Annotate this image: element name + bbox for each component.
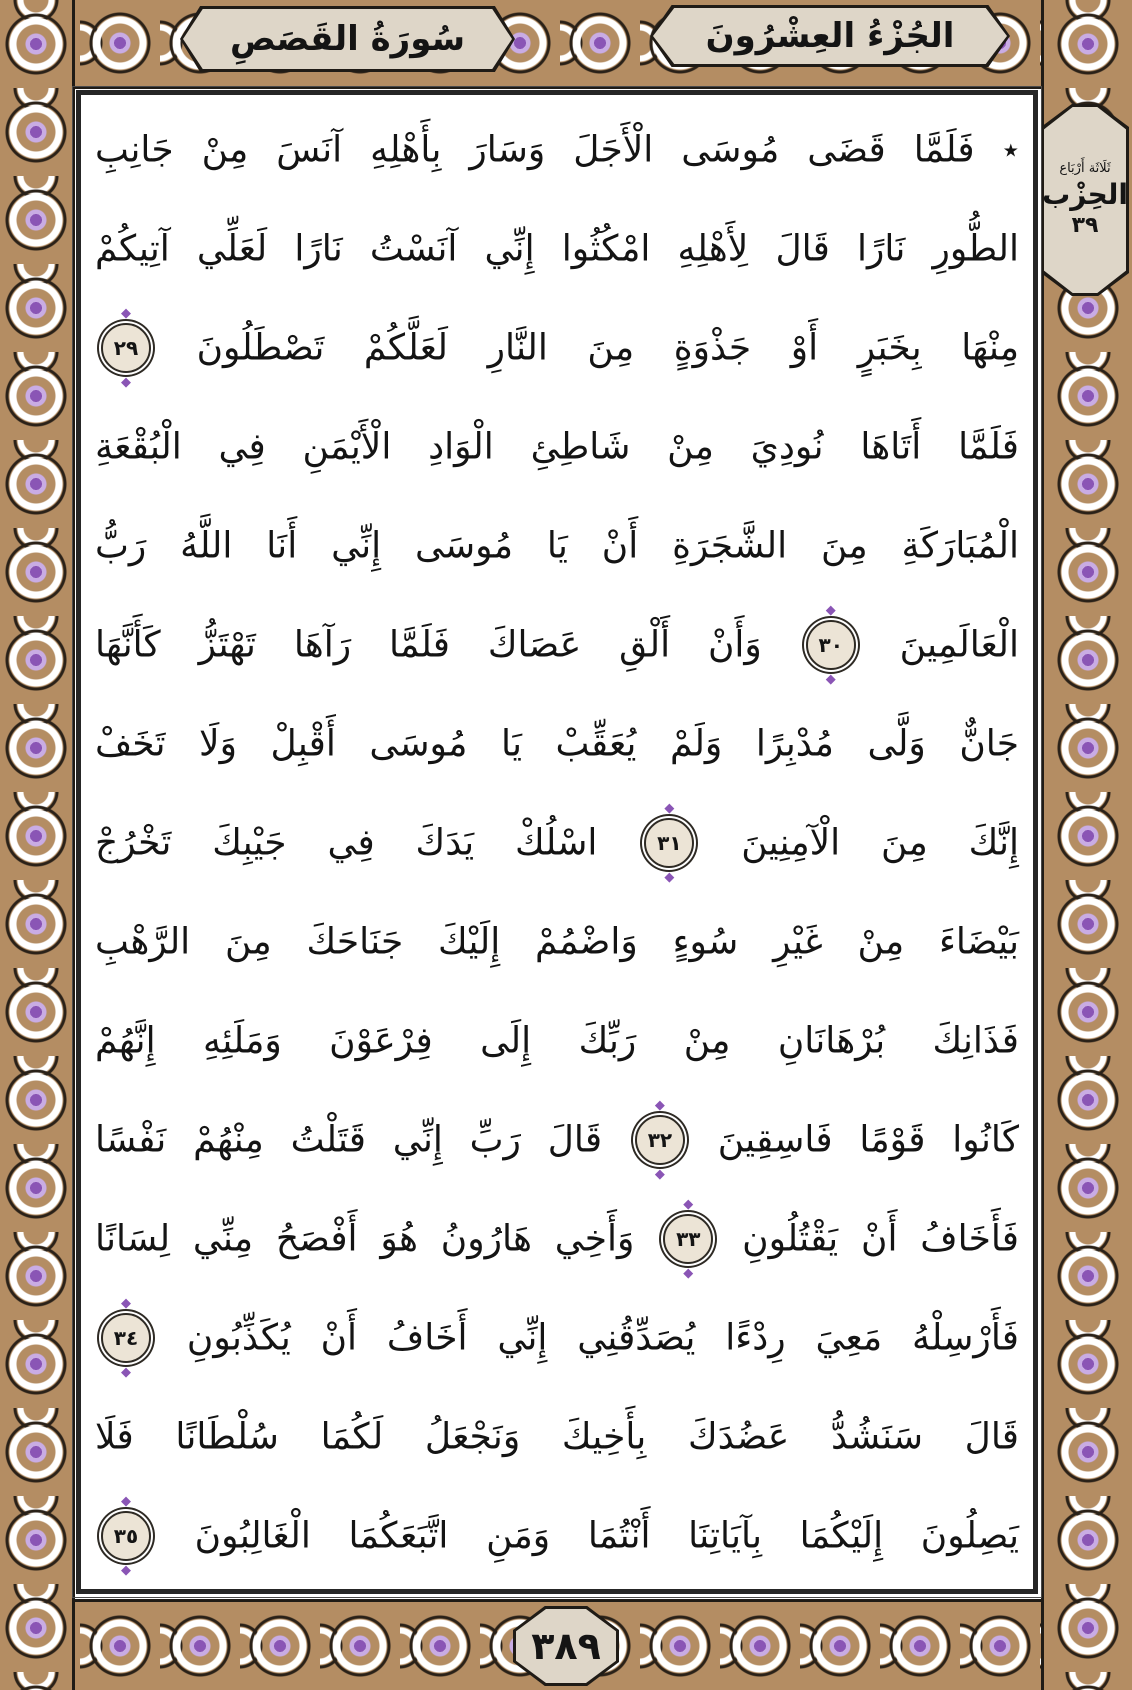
ayah-text: كَانُوا قَوْمًا فَاسِقِينَ — [717, 1119, 1019, 1161]
ayah-text: فَأَخَافُ أَنْ يَقْتُلُونِ — [742, 1218, 1020, 1260]
ayah-number: ◆ ٣٤ — [113, 1326, 139, 1350]
quran-lines — [81, 95, 1033, 1589]
ayah-number-marker — [663, 1214, 713, 1264]
ayah-text: وَأَنْ أَلْقِ عَصَاكَ فَلَمَّا رَآهَا تَهْتَزُّ كَأَنَّهَا — [95, 624, 762, 666]
ayah-number-marker — [635, 1115, 685, 1165]
hizb-marker-cartouche — [1041, 104, 1129, 296]
rub-el-hizb-star-icon: ٭ — [1002, 132, 1020, 168]
quran-line — [95, 594, 1019, 693]
ayah-text: فَذَانِكَ بُرْهَانَانِ مِنْ رَبِّكَ إِلَى فِرْعَوْنَ وَمَلَئِهِ إِنَّهُمْ — [95, 1020, 1019, 1062]
ayah-text: قَالَ سَنَشُدُّ عَضُدَكَ بِأَخِيكَ وَنَجْعَلُ لَكُمَا سُلْطَانًا فَلَا — [95, 1416, 1019, 1458]
ayah-text: فَأَرْسِلْهُ مَعِيَ رِدْءًا يُصَدِّقُنِي إِنِّي أَخَافُ أَنْ يُكَذِّبُونِ — [186, 1317, 1019, 1359]
ayah-text: اسْلُكْ يَدَكَ فِي جَيْبِكَ تَخْرُجْ — [95, 822, 598, 864]
hizb-fraction-label: ثَلَاثَة أَرْبَاع — [1059, 160, 1111, 176]
quran-line — [95, 693, 1019, 792]
page-number-cartouche — [513, 1606, 619, 1686]
ayah-number: ◆ ٣١ — [657, 831, 682, 855]
ayah-number-marker — [101, 323, 151, 373]
page-number: ٣٨٩ — [531, 1624, 601, 1668]
ayah-text: وَأَخِي هَارُونُ هُوَ أَفْصَحُ مِنِّي لِسَانًا — [95, 1218, 635, 1260]
ayah-text: فَلَمَّا أَتَاهَا نُودِيَ مِنْ شَاطِئِ الْوَادِ الْأَيْمَنِ فِي الْبُقْعَةِ — [95, 426, 1019, 468]
ayah-number-marker — [101, 1511, 151, 1561]
quran-line — [95, 495, 1019, 594]
ayah-number-marker — [101, 1313, 151, 1363]
ornamental-border-left — [0, 0, 75, 1690]
quran-line — [95, 297, 1019, 396]
juz-title: الجُزْءُ العِشْرُونَ — [705, 16, 955, 56]
hizb-label: الحِزْب — [1042, 177, 1128, 211]
ayah-text: جَانٌّ وَلَّى مُدْبِرًا وَلَمْ يُعَقِّبْ يَا مُوسَى أَقْبِلْ وَلَا تَخَفْ — [95, 723, 1019, 765]
hizb-number: ٣٩ — [1071, 212, 1099, 238]
ayah-text: قَالَ رَبِّ إِنِّي قَتَلْتُ مِنْهُمْ نَفْسًا — [95, 1119, 603, 1161]
quran-line — [95, 198, 1019, 297]
juz-title-cartouche — [650, 5, 1010, 67]
quran-line — [95, 396, 1019, 495]
ayah-text: الطُّورِ نَارًا قَالَ لِأَهْلِهِ امْكُثُوا إِنِّي آنَسْتُ نَارًا لَعَلِّي آتِيكُمْ — [95, 228, 1019, 270]
quran-line — [95, 1089, 1019, 1188]
ayah-number: ◆ ٣٢ — [647, 1128, 673, 1152]
ayah-text: الْعَالَمِينَ — [899, 624, 1019, 666]
ayah-text: مِنْهَا بِخَبَرٍ أَوْ جَذْوَةٍ مِنَ النَّارِ لَعَلَّكُمْ تَصْطَلُونَ — [196, 327, 1019, 369]
ayah-number: ◆ ٣٠ — [818, 633, 843, 657]
surah-title: سُورَةُ القَصَصِ — [230, 19, 466, 59]
ayah-text: يَصِلُونَ إِلَيْكُمَا بِآيَاتِنَا أَنْتُمَا وَمَنِ اتَّبَعَكُمَا الْغَالِبُونَ — [194, 1515, 1019, 1557]
ayah-number-marker — [644, 818, 694, 868]
ayah-number: ◆ ٣٣ — [676, 1227, 701, 1251]
quran-line — [95, 1485, 1019, 1584]
ayah-number: ◆ ٣٥ — [113, 1524, 139, 1548]
ayah-text: بَيْضَاءَ مِنْ غَيْرِ سُوءٍ وَاضْمُمْ إِلَيْكَ جَنَاحَكَ مِنَ الرَّهْبِ — [95, 921, 1019, 963]
quran-line — [95, 1188, 1019, 1287]
quran-line — [95, 792, 1019, 891]
surah-title-cartouche — [180, 6, 515, 72]
hizb-marker — [1041, 104, 1129, 296]
ayah-text: إِنَّكَ مِنَ الْآمِنِينَ — [741, 822, 1019, 864]
ayah-number-marker — [806, 620, 856, 670]
ayah-text: الْمُبَارَكَةِ مِنَ الشَّجَرَةِ أَنْ يَا مُوسَى إِنِّي أَنَا اللَّهُ رَبُّ — [95, 525, 1019, 567]
quran-line — [95, 99, 1019, 198]
ayah-number: ◆ ٢٩ — [113, 336, 139, 360]
quran-line — [95, 891, 1019, 990]
quran-text-frame — [76, 90, 1038, 1594]
quran-line — [95, 990, 1019, 1089]
quran-line — [95, 1386, 1019, 1485]
ayah-text: فَلَمَّا قَضَى مُوسَى الْأَجَلَ وَسَارَ بِأَهْلِهِ آنَسَ مِنْ جَانِبِ — [95, 129, 975, 171]
quran-line — [95, 1287, 1019, 1386]
